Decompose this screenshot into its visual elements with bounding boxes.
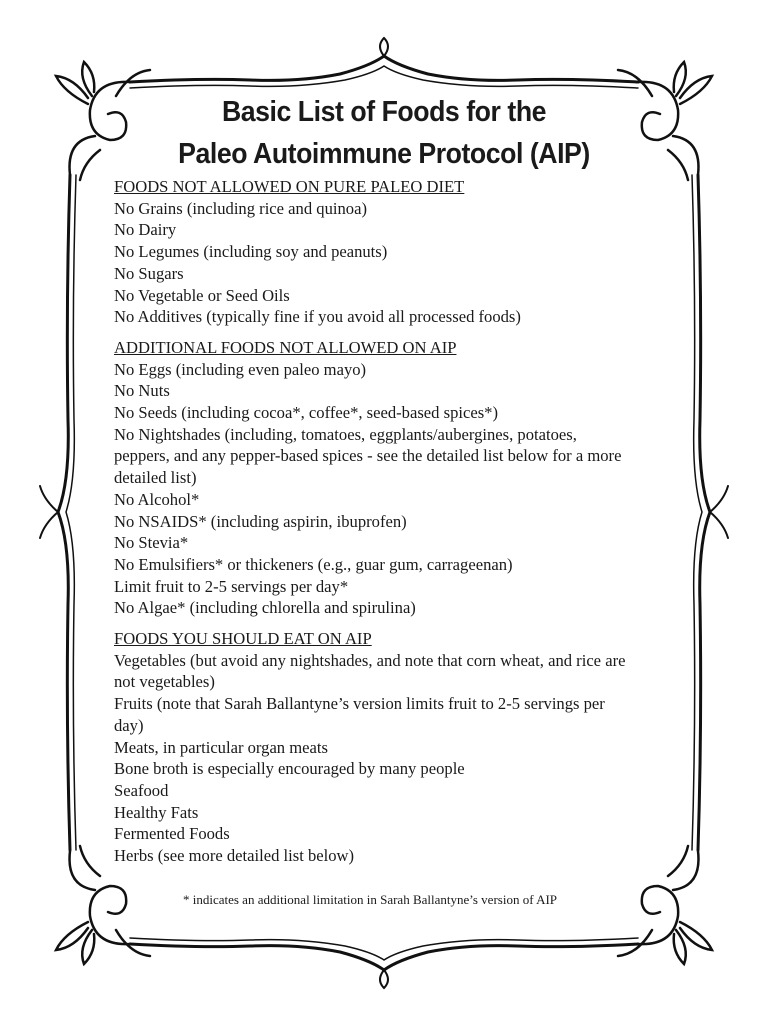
page-title-line-1: Basic List of Foods for the <box>221 96 547 128</box>
list-item: No Grains (including rice and quinoa) <box>114 198 367 218</box>
list-item: No Additives (typically fine if you avoid all processed foods) <box>114 307 521 327</box>
list-item: No Alcohol* <box>114 489 200 509</box>
section-not-allowed-aip <box>114 337 634 619</box>
food-list <box>114 176 634 876</box>
list-item: No NSAIDS* (including aspirin, ibuprofen) <box>114 511 407 531</box>
section-should-eat-aip <box>114 628 634 867</box>
list-item: Herbs (see more detailed list below) <box>114 846 355 866</box>
list-item: Bone broth is especially encouraged by many people <box>114 759 465 779</box>
list-item: No Stevia* <box>114 533 189 553</box>
section-heading: FOODS NOT ALLOWED ON PURE PALEO DIET <box>114 177 465 196</box>
list-item: No Emulsifiers* or thickeners (e.g., guar gum, carrageenan) <box>114 554 513 574</box>
list-item: No Dairy <box>114 220 177 240</box>
section-not-allowed-paleo <box>114 176 634 328</box>
list-item: Fermented Foods <box>114 824 230 844</box>
list-item: Seafood <box>114 780 169 800</box>
list-item: Fruits (note that Sarah Ballantyne’s version limits fruit to 2-5 servings per day) <box>114 694 605 735</box>
list-item: No Eggs (including even paleo mayo) <box>114 359 367 379</box>
list-item: Vegetables (but avoid any nightshades, and note that corn wheat, and rice are not vegetables) <box>114 650 626 692</box>
list-item: Limit fruit to 2-5 servings per day* <box>114 576 349 596</box>
footnote: * indicates an additional limitation in Sarah Ballantyne’s version of AIP <box>182 892 558 907</box>
list-item: No Nuts <box>114 381 170 401</box>
section-heading: FOODS YOU SHOULD EAT ON AIP <box>114 629 372 649</box>
list-item: No Seeds (including cocoa*, coffee*, seed-based spices*) <box>114 403 498 423</box>
list-item: Meats, in particular organ meats <box>114 737 328 757</box>
list-item: No Vegetable or Seed Oils <box>114 285 290 305</box>
page-title-line-2: Paleo Autoimmune Protocol (AIP) <box>178 138 590 170</box>
list-item: No Legumes (including soy and peanuts) <box>114 242 388 262</box>
list-item: No Algae* (including chlorella and spirulina) <box>114 598 416 618</box>
list-item: No Nightshades (including, tomatoes, eggplants/aubergines, potatoes, peppers, and any pepper-based spices - see the detailed list below for a more detailed list) <box>114 424 622 488</box>
list-item: Healthy Fats <box>114 802 199 822</box>
section-heading: ADDITIONAL FOODS NOT ALLOWED ON AIP <box>114 337 457 357</box>
list-item: No Sugars <box>114 263 184 283</box>
